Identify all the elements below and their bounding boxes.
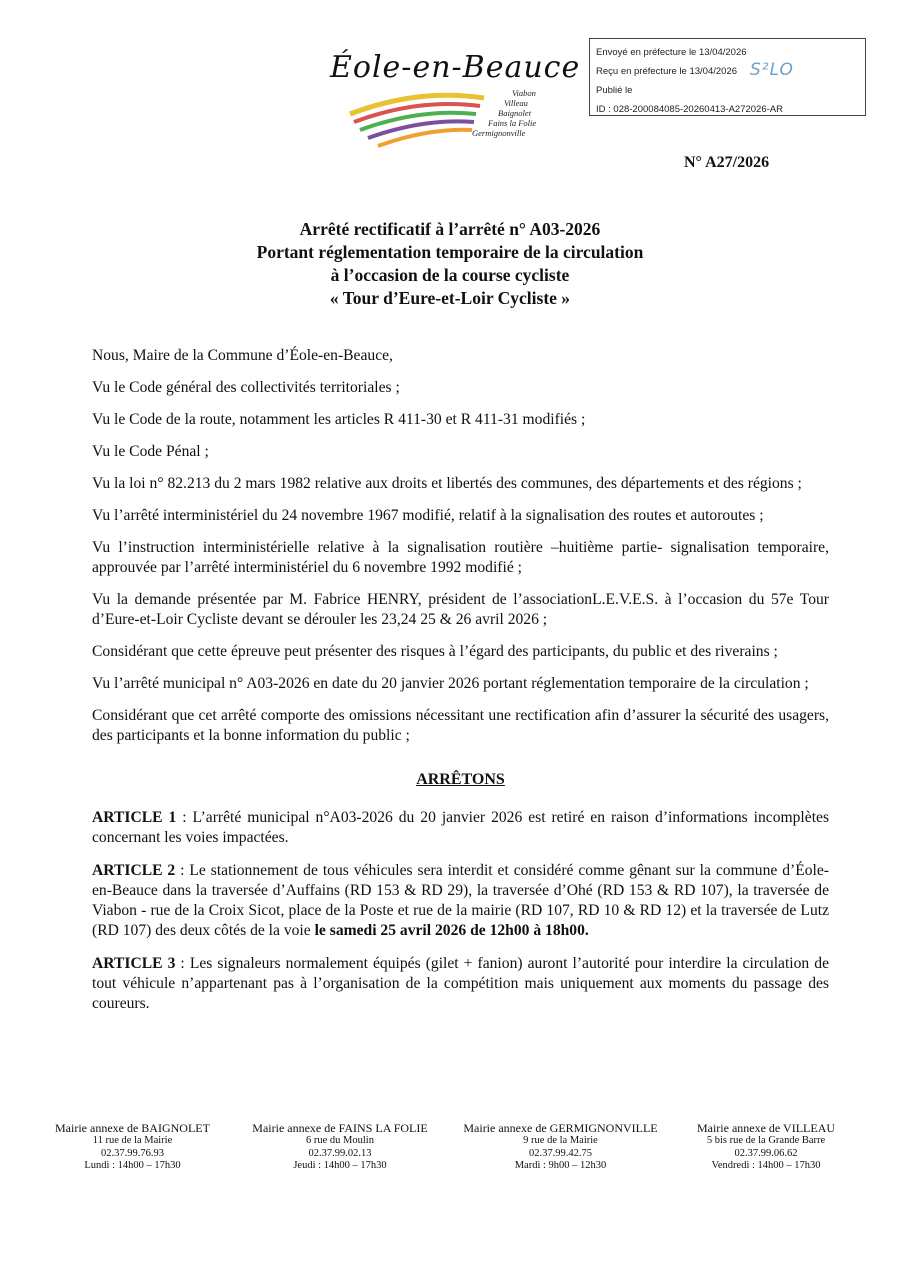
stamp-id: ID : 028-200084085-20260413-A272026-AR [596,104,783,115]
logo-towns [468,88,558,138]
logo-title: Éole-en-Beauce [330,50,581,85]
annex-name: Mairie annexe de VILLEAU [696,1121,836,1135]
annex-hours: Vendredi : 14h00 – 17h30 [711,1160,821,1171]
stamp-sent: Envoyé en préfecture le 13/04/2026 [596,47,747,58]
logo-town: Baignolet [498,108,532,118]
preamble-line: Vu le Code de la route, notamment les articles R 411-30 et R 411-31 modifiés ; [92,411,586,428]
annex-name: Mairie annexe de BAIGNOLET [55,1121,210,1135]
title-line: Portant réglementation temporaire de la circulation [256,242,644,262]
title-line: « Tour d’Eure-et-Loir Cycliste » [329,288,571,308]
annex-name: Mairie annexe de FAINS LA FOLIE [252,1121,428,1135]
stamp-published: Publié le [596,85,633,96]
annex-name: Mairie annexe de GERMIGNONVILLE [463,1121,658,1135]
stamp-signature: S²LO [750,60,794,80]
annex-germignonville [453,1121,668,1173]
annex-hours: Lundi : 14h00 – 17h30 [84,1160,181,1171]
preamble-line: Considérant que cet arrêté comporte des omissions nécessitant une rectification afin d’assurer la sécurité des usagers, des participants et la bonne information du public ; [92,707,829,744]
logo-town: Fains la Folie [488,118,537,128]
article-3 [92,954,829,1014]
stamp-received: Reçu en préfecture le 13/04/2026 [596,66,738,77]
annex-address: 5 bis rue de la Grande Barre [706,1135,826,1146]
arretons-heading: ARRÊTONS [416,771,505,788]
annex-phone: 02.37.99.42.75 [529,1147,592,1159]
annex-hours: Mardi : 9h00 – 12h30 [514,1160,607,1171]
preamble-line: Vu la demande présentée par M. Fabrice HENRY, président de l’associationL.E.V.E.S. à l’occasion du 57e Tour d’Eure-et-Loir Cycliste devant se dérouler les 23,24 25 & 26 avril 2026 ; [92,591,829,628]
article-label: ARTICLE 1 [92,809,177,826]
preamble-line: Considérant que cette épreuve peut présenter des risques à l’égard des participants, du public et des riverains ; [92,643,778,660]
preamble-line: Nous, Maire de la Commune d’Éole-en-Beauce, [92,347,393,364]
annex-address: 11 rue de la Mairie [92,1135,173,1146]
decree-number: N° A27/2026 [684,154,770,171]
logo-swoosh-icon [348,84,488,154]
article-1 [92,808,829,848]
annex-fains-la-folie [240,1121,440,1173]
article-label: ARTICLE 3 [92,955,176,972]
preamble-line: Vu la loi n° 82.213 du 2 mars 1982 relative aux droits et libertés des communes, des départements et des régions ; [92,475,802,492]
annex-address: 9 rue de la Mairie [523,1135,598,1146]
preamble-line: Vu le Code Pénal ; [92,443,209,460]
logo-town: Viabon [512,88,536,98]
preamble-line: Vu l’instruction interministérielle relative à la signalisation routière –huitième partie- signalisation temporaire, approuvée par l’arrêté interministériel du 6 novembre 1992 modifié ; [92,539,829,576]
preamble-line: Vu l’arrêté municipal n° A03-2026 en date du 20 janvier 2026 portant réglementation temporaire de la circulation ; [92,675,809,692]
article-text: : Le stationnement de tous véhicules sera interdit et considéré comme gênant sur la commune d’Éole-en-Beauce dans la traversée d’Auffains (RD 153 & RD 29), la traversée d’Ohé (RD 153 & RD 107), la traversée de Viabon - rue de la Croix Sicot, place de la Poste et rue de la mairie (RD 107, RD 10 & RD 12) et la traversée de Lutz (RD 107) des deux côtés de la voie [92,862,830,939]
document-title [60,218,840,310]
title-line: à l’occasion de la course cycliste [330,265,570,285]
annex-address: 6 rue du Moulin [306,1135,374,1146]
annex-phone: 02.37.99.02.13 [308,1147,372,1159]
article-2 [92,861,829,941]
article-emphasis: le samedi 25 avril 2026 de 12h00 à 18h00. [314,922,589,939]
logo-town: Villeau [504,98,528,108]
logo-town: Germignonville [472,128,526,138]
annex-baignolet [40,1121,225,1173]
preamble-line: Vu l’arrêté interministériel du 24 novembre 1967 modifié, relatif à la signalisation des routes et autoroutes ; [92,507,764,524]
annex-hours: Jeudi : 14h00 – 17h30 [293,1160,387,1171]
article-label: ARTICLE 2 [92,862,176,879]
annex-phone: 02.37.99.06.62 [734,1147,798,1159]
annex-villeau [676,1121,856,1173]
commune-logo [318,48,588,160]
article-text: : L’arrêté municipal n°A03-2026 du 20 janvier 2026 est retiré en raison d’informations incomplètes concernant les voies impactées. [92,809,830,846]
prefecture-stamp [589,38,866,116]
article-text: : Les signaleurs normalement équipés (gilet + fanion) auront l’autorité pour interdire la circulation de tout véhicule n’appartenant pas à l’organisation de la compétition mais uniquement aux moments du passage des coureurs. [92,955,830,1012]
document-body [92,346,829,1027]
annex-phone: 02.37.99.76.93 [101,1147,164,1159]
preamble-line: Vu le Code général des collectivités territoriales ; [92,379,400,396]
title-line: Arrêté rectificatif à l’arrêté n° A03-2026 [299,219,601,239]
